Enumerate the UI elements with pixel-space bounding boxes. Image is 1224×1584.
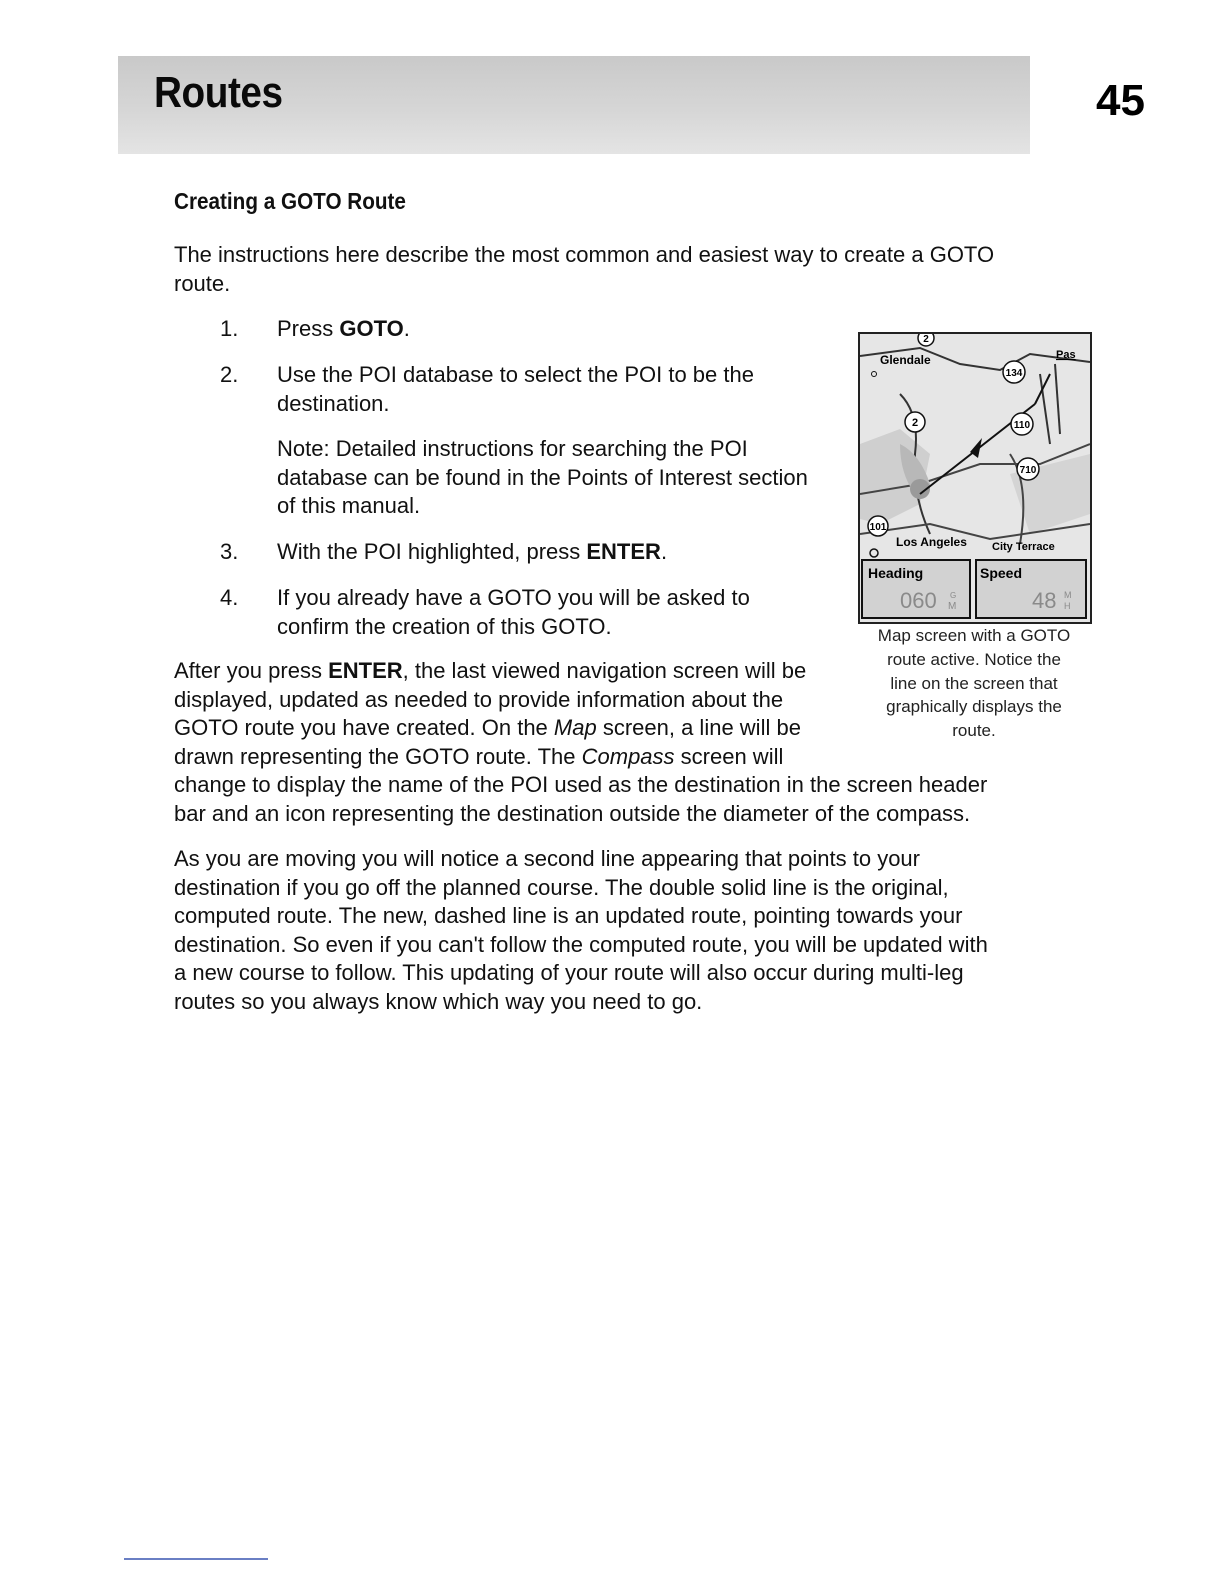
step-line: confirm the creation of this GOTO. bbox=[277, 613, 612, 639]
para-line: bar and an icon representing the destination outside the diameter of the compass. bbox=[174, 800, 971, 826]
shield-label: 110 bbox=[1013, 420, 1031, 431]
para-line: destination if you go off the planned course. The double solid line is the original, bbox=[174, 874, 949, 900]
screen-name: Compass bbox=[581, 743, 675, 769]
caption-line: route. bbox=[952, 721, 996, 741]
note-line: Note: Detailed instructions for searching the POI bbox=[277, 436, 748, 461]
shield-label: 2 bbox=[923, 334, 929, 345]
intro-line: The instructions here describe the most common and easiest way to create a GOTO bbox=[174, 242, 995, 267]
step-text bbox=[277, 315, 410, 344]
step-number: 3. bbox=[220, 539, 239, 564]
step-text bbox=[277, 538, 667, 567]
figure-caption bbox=[858, 624, 1090, 743]
step-line: Use the POI database to select the POI to be the bbox=[277, 362, 754, 387]
speed-label: Speed bbox=[980, 565, 1023, 581]
step-line: destination. bbox=[277, 390, 390, 416]
place-label: Pas bbox=[1056, 349, 1076, 361]
place-label: Los Angeles bbox=[896, 535, 967, 549]
moving-paragraph bbox=[174, 845, 1214, 1016]
para-line: a new course to follow. This updating of your route will also occur during multi-leg bbox=[174, 960, 964, 985]
note-line: of this manual. bbox=[277, 493, 421, 518]
speed-unit: M bbox=[1064, 590, 1072, 600]
text-run: After you press bbox=[174, 658, 329, 683]
text-run: GOTO route you have created. On the bbox=[174, 715, 554, 740]
shield-label: 2 bbox=[911, 417, 919, 429]
text-run: , the last viewed navigation screen will be bbox=[402, 658, 807, 683]
caption-line: line on the screen that bbox=[890, 673, 1058, 693]
step-text-part: . bbox=[403, 316, 410, 341]
map-illustration bbox=[860, 334, 1090, 622]
heading-unit: M bbox=[948, 601, 957, 612]
screen-name: Map bbox=[553, 715, 597, 740]
step-text-part: Press bbox=[277, 316, 340, 341]
para-line: As you are moving you will notice a second line appearing that points to your bbox=[174, 846, 920, 871]
place-label: Glendale bbox=[880, 353, 931, 367]
step-number: 1. bbox=[220, 316, 239, 341]
para-line: destination. So even if you can't follow the computed route, you will be updated with bbox=[174, 931, 988, 957]
section-title: Routes bbox=[154, 68, 283, 117]
step-number: 4. bbox=[220, 585, 239, 610]
text-run: drawn representing the GOTO route. The bbox=[174, 743, 582, 769]
page-number: 45 bbox=[1096, 76, 1145, 125]
shield-label: 101 bbox=[869, 522, 887, 533]
caption-line: route active. Notice the bbox=[887, 649, 1061, 669]
step-text bbox=[277, 361, 754, 418]
shield-label: 134 bbox=[1005, 368, 1023, 379]
heading-value: 060 bbox=[900, 588, 937, 613]
map-screen-figure bbox=[858, 332, 1092, 624]
step-note bbox=[277, 435, 808, 521]
step-keyword: ENTER bbox=[586, 539, 661, 564]
step-text bbox=[277, 584, 750, 641]
para-line: change to display the name of the POI used as the destination in the screen header bbox=[174, 772, 988, 797]
speed-unit: H bbox=[1064, 601, 1071, 611]
step-text-part: With the POI highlighted, press bbox=[277, 539, 587, 564]
text-run: screen, a line will be bbox=[596, 715, 801, 740]
caption-line: Map screen with a GOTO bbox=[877, 626, 1071, 645]
keyword: ENTER bbox=[328, 658, 403, 683]
para-line bbox=[174, 743, 1214, 772]
intro-line: route. bbox=[174, 270, 231, 296]
sub-heading: Creating a GOTO Route bbox=[174, 188, 406, 214]
para-line: computed route. The new, dashed line is an updated route, pointing towards your bbox=[174, 903, 963, 928]
note-line: database can be found in the Points of Interest section bbox=[277, 464, 808, 490]
footer-rule bbox=[124, 1558, 268, 1560]
place-label: City Terrace bbox=[992, 541, 1055, 553]
para-line: routes so you always know which way you need to go. bbox=[174, 988, 703, 1014]
step-line: If you already have a GOTO you will be asked to bbox=[277, 585, 750, 610]
step-number: 2. bbox=[220, 362, 239, 387]
heading-label: Heading bbox=[868, 565, 924, 581]
intro-paragraph bbox=[174, 241, 994, 298]
caption-line: graphically displays the bbox=[886, 697, 1062, 717]
shield-label: 710 bbox=[1019, 465, 1037, 476]
heading-unit: G bbox=[950, 591, 957, 600]
step-keyword: GOTO bbox=[339, 316, 404, 341]
text-run: screen will bbox=[674, 743, 784, 769]
para-line: displayed, updated as needed to provide information about the bbox=[174, 686, 784, 712]
speed-value: 48 bbox=[1032, 588, 1057, 613]
step-text-part: . bbox=[660, 539, 668, 564]
